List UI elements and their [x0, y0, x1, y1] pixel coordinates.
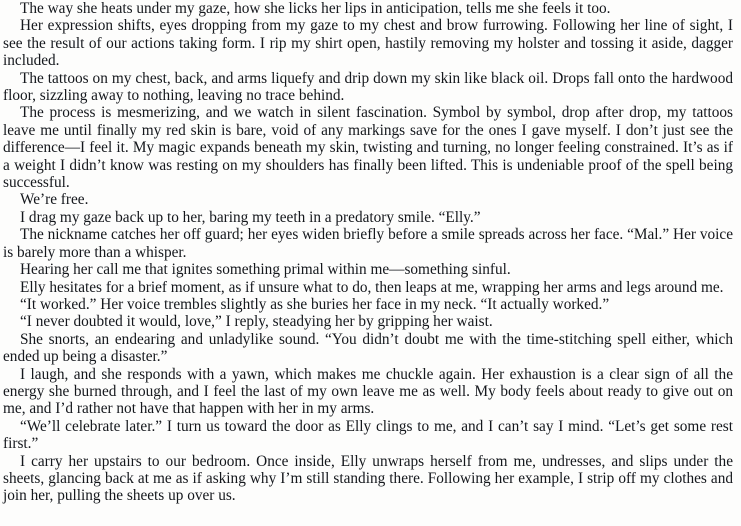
- paragraph: Her expression shifts, eyes dropping from my gaze to my chest and brow furrowing. Following her line of sight, I see the result of our actions taking form. I rip my shirt open, hastily removing my holster and tossing it aside, dagger included.: [3, 17, 733, 70]
- paragraph: I laugh, and she responds with a yawn, which makes me chuckle again. Her exhaustion is a clear sign of all the energy she burned through, and I feel the last of my own leave me as well. My body feels about ready to give out on me, and I’d rather not have that happen with her in my arms.: [3, 365, 733, 418]
- paragraph: I carry her upstairs to our bedroom. Once inside, Elly unwraps herself from me, undresses, and slips under the sheets, glancing back at me as if asking why I’m still standing there. Following her example, I strip off my clothes and join her, pulling the sheets up over us.: [3, 452, 733, 505]
- paragraph: Hearing her call me that ignites something primal within me—something sinful.: [20, 261, 511, 279]
- paragraph: I drag my gaze back up to her, baring my teeth in a predatory smile. “Elly.”: [20, 208, 481, 226]
- paragraph: We’re free.: [20, 191, 89, 209]
- paragraph: “It worked.” Her voice trembles slightly as she buries her face in my neck. “It actually worked.”: [20, 295, 610, 313]
- paragraph: The process is mesmerizing, and we watch in silent fascination. Symbol by symbol, drop after drop, my tattoos leave me until finally my red skin is bare, void of any markings save for the ones I gave myself. I don’t just see the difference—I feel it. My magic expands beneath my skin, twisting and turning, no longer feeling constrained. It’s as if a weight I didn’t know was resting on my shoulders has finally been lifted. This is undeniable proof of the spell being successful.: [3, 104, 733, 192]
- paragraph: The tattoos on my chest, back, and arms liquefy and drip down my skin like black oil. Drops fall onto the hardwood floor, sizzling away to nothing, leaving no trace behind.: [3, 69, 733, 105]
- paragraph: Elly hesitates for a brief moment, as if unsure what to do, then leaps at me, wrapping her arms and legs around me.: [20, 278, 724, 296]
- paragraph: “I never doubted it would, love,” I reply, steadying her by gripping her waist.: [20, 313, 493, 331]
- paragraph: The nickname catches her off guard; her eyes widen briefly before a smile spreads across her face. “Mal.” Her voice is barely more than a whisper.: [3, 226, 733, 261]
- paragraph: The way she heats under my gaze, how she licks her lips in anticipation, tells me she feels it too.: [20, 0, 611, 17]
- paragraph: She snorts, an endearing and unladylike sound. “You didn’t doubt me with the time-stitching spell either, which ended up being a disaster.”: [3, 330, 733, 366]
- paragraph: “We’ll celebrate later.” I turn us toward the door as Elly clings to me, and I can’t say I mind. “Let’s get some rest first.”: [3, 417, 733, 453]
